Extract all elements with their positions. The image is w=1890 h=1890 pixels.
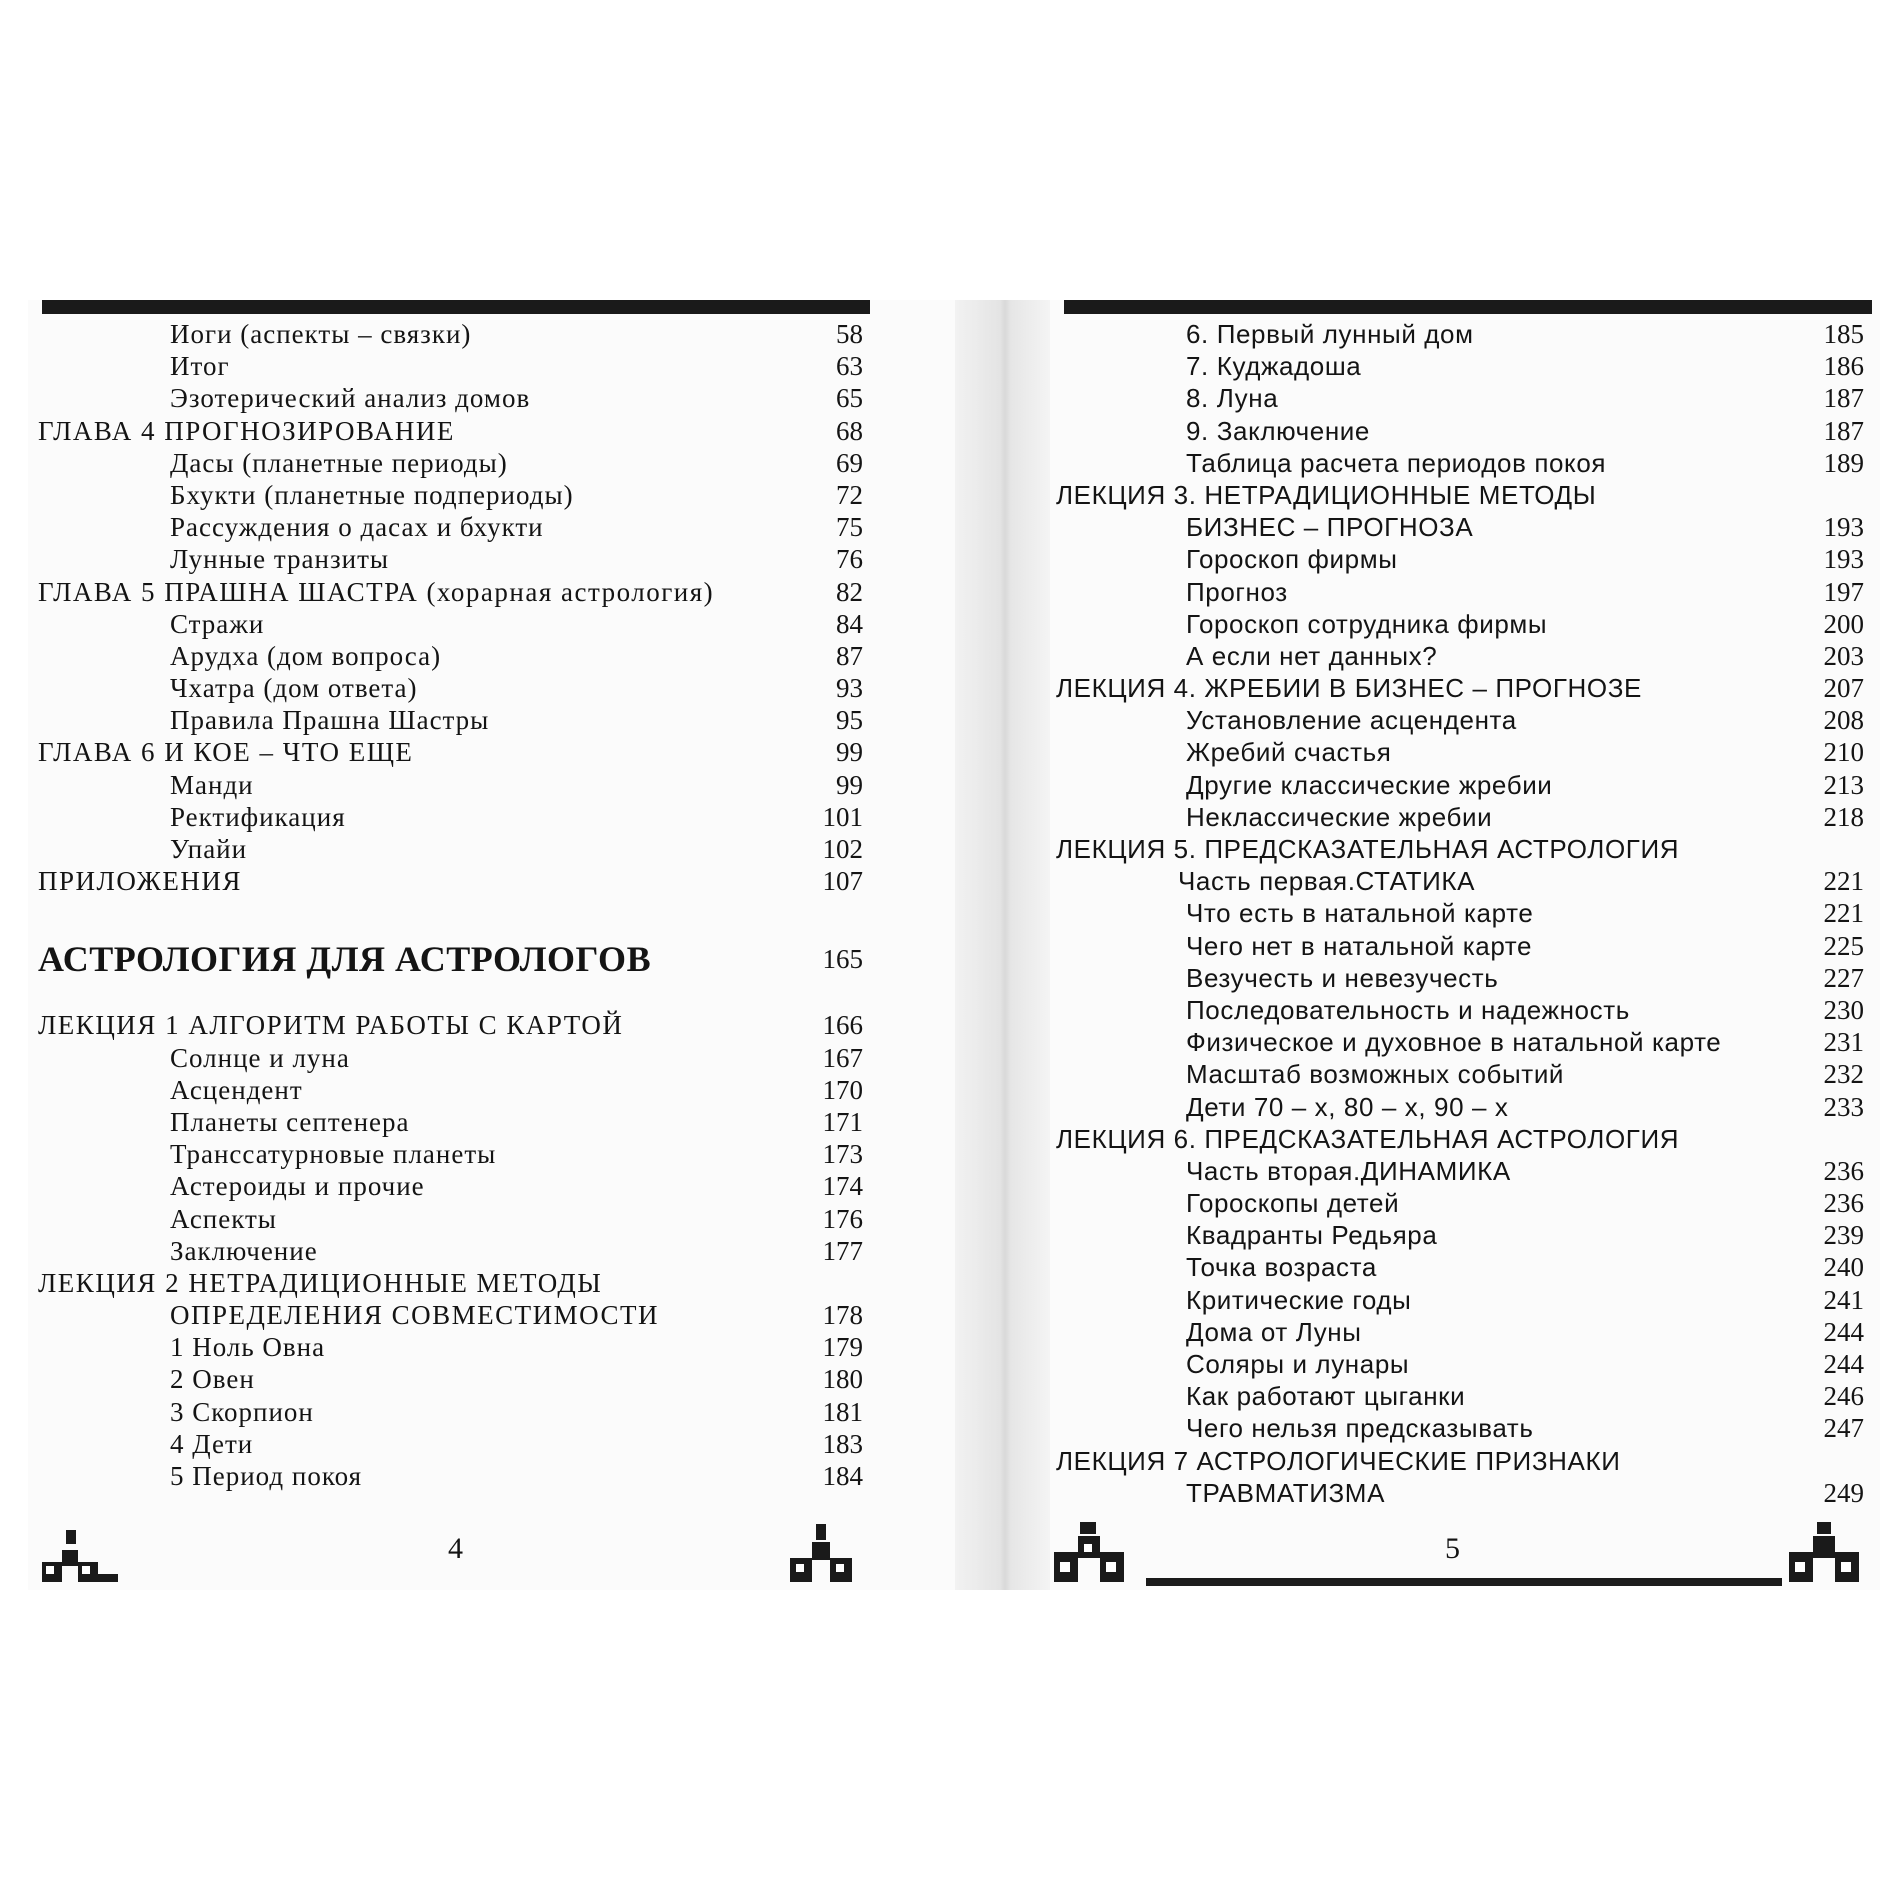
toc-entry	[1056, 640, 1878, 672]
toc-entry	[38, 543, 863, 575]
toc-entry-title: Квадранты Редьяра	[1186, 1220, 1438, 1251]
toc-entry-title: Другие классические жребии	[1186, 769, 1553, 800]
toc-entry-title: Гороскоп сотрудника фирмы	[1186, 608, 1548, 639]
toc-entry-title: Транссатурновые планеты	[170, 1139, 497, 1170]
toc-entry	[38, 1299, 863, 1331]
toc-entry	[1056, 447, 1878, 479]
toc-entry	[38, 833, 863, 865]
toc-entry-page: 180	[822, 1364, 863, 1395]
toc-entry-title: 1 Ноль Овна	[170, 1332, 326, 1363]
toc-entry	[38, 447, 863, 479]
toc-entry-title: Прогноз	[1186, 576, 1288, 607]
toc-entry	[1056, 511, 1878, 543]
toc-entry	[38, 479, 863, 511]
bottom-rule	[1146, 1578, 1782, 1586]
top-rule	[1064, 300, 1872, 314]
toc-entry	[1056, 1026, 1878, 1058]
toc-chapter	[38, 1009, 863, 1041]
toc-entry-title: 9. Заключение	[1186, 415, 1370, 446]
toc-chapter	[38, 576, 863, 608]
toc-entry-page: 65	[836, 383, 863, 414]
toc-entry-title: 8. Луна	[1186, 383, 1279, 414]
toc-chapter	[1056, 1123, 1878, 1155]
toc-entry	[38, 318, 863, 350]
toc-entry-page: 208	[1823, 705, 1864, 736]
toc-entry-page: 84	[836, 608, 863, 639]
toc-entry	[1056, 801, 1878, 833]
toc-entry-page: 244	[1823, 1316, 1864, 1347]
toc-entry	[1056, 350, 1878, 382]
toc-entry-title: ЛЕКЦИЯ 1 АЛГОРИТМ РАБОТЫ С КАРТОЙ	[38, 1010, 624, 1041]
toc-entry	[38, 511, 863, 543]
toc-entry-title: Арудха (дом вопроса)	[170, 640, 442, 671]
toc-entry	[1056, 1091, 1878, 1123]
toc-entry-page: 221	[1823, 898, 1864, 929]
toc-entry-title: Бхукти (планетные подпериоды)	[170, 479, 574, 510]
book-gutter	[955, 300, 1055, 1590]
toc-entry-page: 247	[1823, 1413, 1864, 1444]
toc-entry	[1056, 1155, 1878, 1187]
toc-entry-title: Чего нельзя предсказывать	[1186, 1413, 1534, 1444]
toc-entry-page: 69	[836, 447, 863, 478]
table-of-contents-left	[38, 318, 863, 1492]
toc-entry	[1056, 1058, 1878, 1090]
toc-entry-page: 193	[1823, 544, 1864, 575]
toc-entry-title: 5 Период покоя	[170, 1461, 362, 1491]
toc-chapter	[38, 1267, 863, 1299]
toc-entry	[1056, 1187, 1878, 1219]
toc-entry-page: 178	[822, 1300, 863, 1331]
toc-entry-title: Часть первая.СТАТИКА	[1178, 866, 1476, 897]
toc-entry	[1056, 1477, 1878, 1509]
toc-entry-page: 249	[1823, 1477, 1864, 1508]
toc-entry	[38, 382, 863, 414]
toc-entry-title: Установление асцендента	[1186, 705, 1517, 736]
toc-entry-title: Дасы (планетные периоды)	[170, 447, 508, 478]
toc-entry-title: ЛЕКЦИЯ 2 НЕТРАДИЦИОННЫЕ МЕТОДЫ	[38, 1267, 603, 1298]
toc-entry-title: Везучесть и невезучесть	[1186, 962, 1499, 993]
top-rule	[42, 300, 870, 314]
toc-entry	[1056, 576, 1878, 608]
toc-entry-title: ЛЕКЦИЯ 3. НЕТРАДИЦИОННЫЕ МЕТОДЫ	[1056, 479, 1597, 510]
toc-entry-title: Манди	[170, 769, 254, 800]
toc-entry-title: ТРАВМАТИЗМА	[1186, 1477, 1386, 1508]
toc-entry-title: ГЛАВА 6 И КОЕ – ЧТО ЕЩЕ	[38, 737, 414, 768]
toc-entry-page: 210	[1823, 737, 1864, 768]
toc-chapter	[1056, 1445, 1878, 1477]
toc-chapter	[38, 865, 863, 897]
toc-entry-page: 166	[822, 1010, 863, 1041]
toc-entry-title: Часть вторая.ДИНАМИКА	[1186, 1155, 1511, 1186]
toc-entry	[1056, 608, 1878, 640]
toc-entry-title: ЛЕКЦИЯ 4. ЖРЕБИИ В БИЗНЕС – ПРОГНОЗЕ	[1056, 673, 1642, 704]
toc-entry-page: 68	[836, 415, 863, 446]
toc-entry-page: 99	[836, 769, 863, 800]
toc-entry	[1056, 736, 1878, 768]
toc-entry	[1056, 1412, 1878, 1444]
toc-entry-title: ЛЕКЦИЯ 5. ПРЕДСКАЗАТЕЛЬНАЯ АСТРОЛОГИЯ	[1056, 834, 1680, 864]
toc-entry-title: Чхатра (дом ответа)	[170, 673, 418, 704]
toc-entry-title: Аспекты	[170, 1203, 277, 1234]
toc-entry	[38, 1170, 863, 1202]
toc-entry-title: Итог	[170, 351, 230, 382]
toc-entry-page: 218	[1823, 801, 1864, 832]
toc-entry-title: ЛЕКЦИЯ 6. ПРЕДСКАЗАТЕЛЬНАЯ АСТРОЛОГИЯ	[1056, 1123, 1680, 1154]
toc-chapter	[1056, 672, 1878, 704]
toc-entry	[1056, 543, 1878, 575]
toc-entry-title: ЛЕКЦИЯ 7 АСТРОЛОГИЧЕСКИЕ ПРИЗНАКИ	[1056, 1445, 1621, 1476]
toc-entry	[1056, 1380, 1878, 1412]
toc-entry	[38, 801, 863, 833]
toc-entry-title: Астероиды и прочие	[170, 1171, 425, 1202]
toc-entry-page: 187	[1823, 415, 1864, 446]
toc-entry-page: 231	[1823, 1027, 1864, 1058]
toc-entry-title: Последовательность и надежность	[1186, 994, 1630, 1025]
toc-entry-page: 176	[822, 1203, 863, 1234]
book-spread	[0, 300, 1890, 1590]
toc-entry-title: Солнце и луна	[170, 1042, 350, 1073]
toc-entry	[1056, 962, 1878, 994]
toc-entry-page: 167	[822, 1042, 863, 1073]
toc-entry-title: Неклассические жребии	[1186, 801, 1493, 832]
toc-entry	[38, 640, 863, 672]
toc-entry-page: 207	[1823, 673, 1864, 704]
page-number: 5	[1445, 1532, 1460, 1565]
toc-entry-title: Критические годы	[1186, 1284, 1412, 1315]
toc-entry-page: 233	[1823, 1091, 1864, 1122]
toc-entry	[38, 1363, 863, 1395]
toc-entry-page: 87	[836, 640, 863, 671]
toc-entry-page: 99	[836, 737, 863, 768]
toc-entry	[38, 608, 863, 640]
toc-entry-page: 236	[1823, 1188, 1864, 1219]
toc-entry-title: Точка возраста	[1186, 1252, 1377, 1283]
toc-entry-page: 185	[1823, 319, 1864, 349]
toc-entry	[1056, 382, 1878, 414]
toc-entry-page: 95	[836, 705, 863, 736]
toc-entry-page: 239	[1823, 1220, 1864, 1251]
toc-entry	[1056, 1284, 1878, 1316]
toc-entry-page: 93	[836, 673, 863, 704]
toc-entry	[38, 769, 863, 801]
toc-entry-title: Как работают цыганки	[1186, 1381, 1466, 1412]
toc-entry-title: Гороскоп фирмы	[1186, 544, 1398, 575]
toc-entry-page: 173	[822, 1139, 863, 1170]
page-number: 4	[448, 1532, 463, 1565]
toc-entry-title: Физическое и духовное в натальной карте	[1186, 1027, 1722, 1058]
toc-entry-title: Гороскопы детей	[1186, 1188, 1400, 1219]
toc-entry-page: 58	[836, 319, 863, 349]
toc-entry	[38, 1138, 863, 1170]
toc-entry-title: Чего нет в натальной карте	[1186, 930, 1533, 961]
toc-entry-page: 203	[1823, 640, 1864, 671]
toc-entry-page: 221	[1823, 866, 1864, 897]
toc-entry-title: Масштаб возможных событий	[1186, 1059, 1565, 1090]
toc-entry-page: 102	[822, 834, 863, 864]
toc-entry-title: БИЗНЕС – ПРОГНОЗА	[1186, 512, 1474, 543]
toc-entry-title: Дома от Луны	[1186, 1316, 1362, 1347]
toc-entry-page: 241	[1823, 1284, 1864, 1315]
toc-entry-title: Соляры и лунары	[1186, 1349, 1410, 1379]
toc-entry	[38, 350, 863, 382]
toc-entry	[38, 1235, 863, 1267]
toc-entry-page: 200	[1823, 608, 1864, 639]
toc-entry-title: Эзотерический анализ домов	[170, 383, 531, 414]
toc-chapter	[38, 415, 863, 447]
toc-entry-page: 170	[822, 1074, 863, 1105]
toc-entry-title: ГЛАВА 4 ПРОГНОЗИРОВАНИЕ	[38, 415, 455, 446]
toc-entry	[1056, 318, 1878, 350]
toc-entry	[38, 1042, 863, 1074]
toc-entry-title: Стражи	[170, 608, 265, 639]
toc-entry-page: 232	[1823, 1059, 1864, 1090]
toc-entry-title: Правила Прашна Шастры	[170, 705, 490, 736]
toc-entry-page: 63	[836, 351, 863, 382]
toc-chapter	[1056, 479, 1878, 511]
toc-entry	[38, 1428, 863, 1460]
toc-entry-title: 6. Первый лунный дом	[1186, 319, 1474, 349]
toc-chapter	[38, 927, 863, 991]
toc-entry-page: 177	[822, 1235, 863, 1266]
toc-entry-page: 171	[822, 1106, 863, 1137]
toc-entry	[38, 1074, 863, 1106]
toc-entry-title: Планеты септенера	[170, 1106, 410, 1137]
toc-entry	[1056, 769, 1878, 801]
toc-entry-page: 246	[1823, 1381, 1864, 1412]
ornament-icon	[34, 1522, 122, 1586]
table-of-contents-right	[1056, 318, 1878, 1509]
toc-entry-page: 189	[1823, 447, 1864, 478]
toc-entry	[38, 1460, 863, 1492]
toc-entry-page: 193	[1823, 512, 1864, 543]
toc-entry	[38, 1203, 863, 1235]
toc-entry-page: 101	[822, 801, 863, 832]
toc-entry-title: 2 Овен	[170, 1364, 255, 1395]
toc-entry-title: Что есть в натальной карте	[1186, 898, 1534, 929]
toc-entry	[38, 1331, 863, 1363]
toc-entry	[38, 672, 863, 704]
toc-entry-title: ПРИЛОЖЕНИЯ	[38, 866, 242, 897]
toc-entry-title: Рассуждения о дасах и бхукти	[170, 512, 544, 543]
right-page	[1050, 300, 1880, 1590]
toc-entry	[1056, 1251, 1878, 1283]
toc-entry	[1056, 415, 1878, 447]
toc-entry-page: 240	[1823, 1252, 1864, 1283]
toc-entry	[1056, 1316, 1878, 1348]
toc-entry	[38, 1106, 863, 1138]
toc-entry-title: Иоги (аспекты – связки)	[170, 319, 472, 349]
toc-entry-page: 174	[822, 1171, 863, 1202]
toc-entry	[1056, 930, 1878, 962]
toc-entry-page: 107	[822, 866, 863, 897]
toc-entry-page: 230	[1823, 994, 1864, 1025]
toc-entry-page: 76	[836, 544, 863, 575]
toc-chapter	[1056, 833, 1878, 865]
toc-entry-title: Заключение	[170, 1235, 318, 1266]
toc-entry-page: 244	[1823, 1349, 1864, 1379]
toc-chapter	[38, 736, 863, 768]
toc-entry	[1056, 704, 1878, 736]
ornament-icon	[1050, 1522, 1138, 1586]
toc-entry	[1056, 994, 1878, 1026]
toc-entry-title: Асцендент	[170, 1074, 303, 1105]
toc-entry-page: 184	[822, 1461, 863, 1491]
toc-entry	[38, 1396, 863, 1428]
toc-entry-title: ГЛАВА 5 ПРАШНА ШАСТРА (хорарная астрология)	[38, 576, 715, 607]
toc-entry-page: 165	[822, 944, 863, 975]
toc-entry	[1056, 1219, 1878, 1251]
toc-entry-page: 225	[1823, 930, 1864, 961]
toc-entry	[1056, 1348, 1878, 1380]
toc-entry-page: 236	[1823, 1155, 1864, 1186]
toc-entry-title: А если нет данных?	[1186, 640, 1438, 671]
toc-entry-title: 7. Куджадоша	[1186, 351, 1362, 382]
ornament-icon	[780, 1522, 868, 1586]
toc-entry-title: АСТРОЛОГИЯ ДЛЯ АСТРОЛОГОВ	[38, 939, 652, 980]
toc-entry-title: Лунные транзиты	[170, 544, 390, 575]
toc-entry-page: 82	[836, 576, 863, 607]
toc-entry-page: 183	[822, 1428, 863, 1459]
toc-entry-page: 197	[1823, 576, 1864, 607]
toc-entry-title: 4 Дети	[170, 1428, 254, 1459]
toc-entry-page: 227	[1823, 962, 1864, 993]
toc-entry-page: 75	[836, 512, 863, 543]
toc-entry	[1056, 865, 1878, 897]
ornament-icon	[1783, 1522, 1871, 1586]
toc-entry	[38, 704, 863, 736]
toc-entry-page: 186	[1823, 351, 1864, 382]
toc-entry-title: Дети 70 – х, 80 – х, 90 – х	[1186, 1091, 1509, 1122]
toc-entry-page: 179	[822, 1332, 863, 1363]
toc-entry-title: Упайи	[170, 834, 248, 864]
left-page	[28, 300, 960, 1590]
toc-entry-page: 181	[822, 1396, 863, 1427]
toc-entry-title: Таблица расчета периодов покоя	[1186, 447, 1607, 478]
toc-entry-page: 187	[1823, 383, 1864, 414]
toc-entry	[1056, 897, 1878, 929]
toc-entry-title: 3 Скорпион	[170, 1396, 314, 1427]
toc-entry-page: 213	[1823, 769, 1864, 800]
toc-entry-title: ОПРЕДЕЛЕНИЯ СОВМЕСТИМОСТИ	[170, 1300, 659, 1331]
toc-entry-title: Жребий счастья	[1186, 737, 1392, 768]
toc-entry-page: 72	[836, 479, 863, 510]
toc-entry-title: Ректификация	[170, 801, 346, 832]
